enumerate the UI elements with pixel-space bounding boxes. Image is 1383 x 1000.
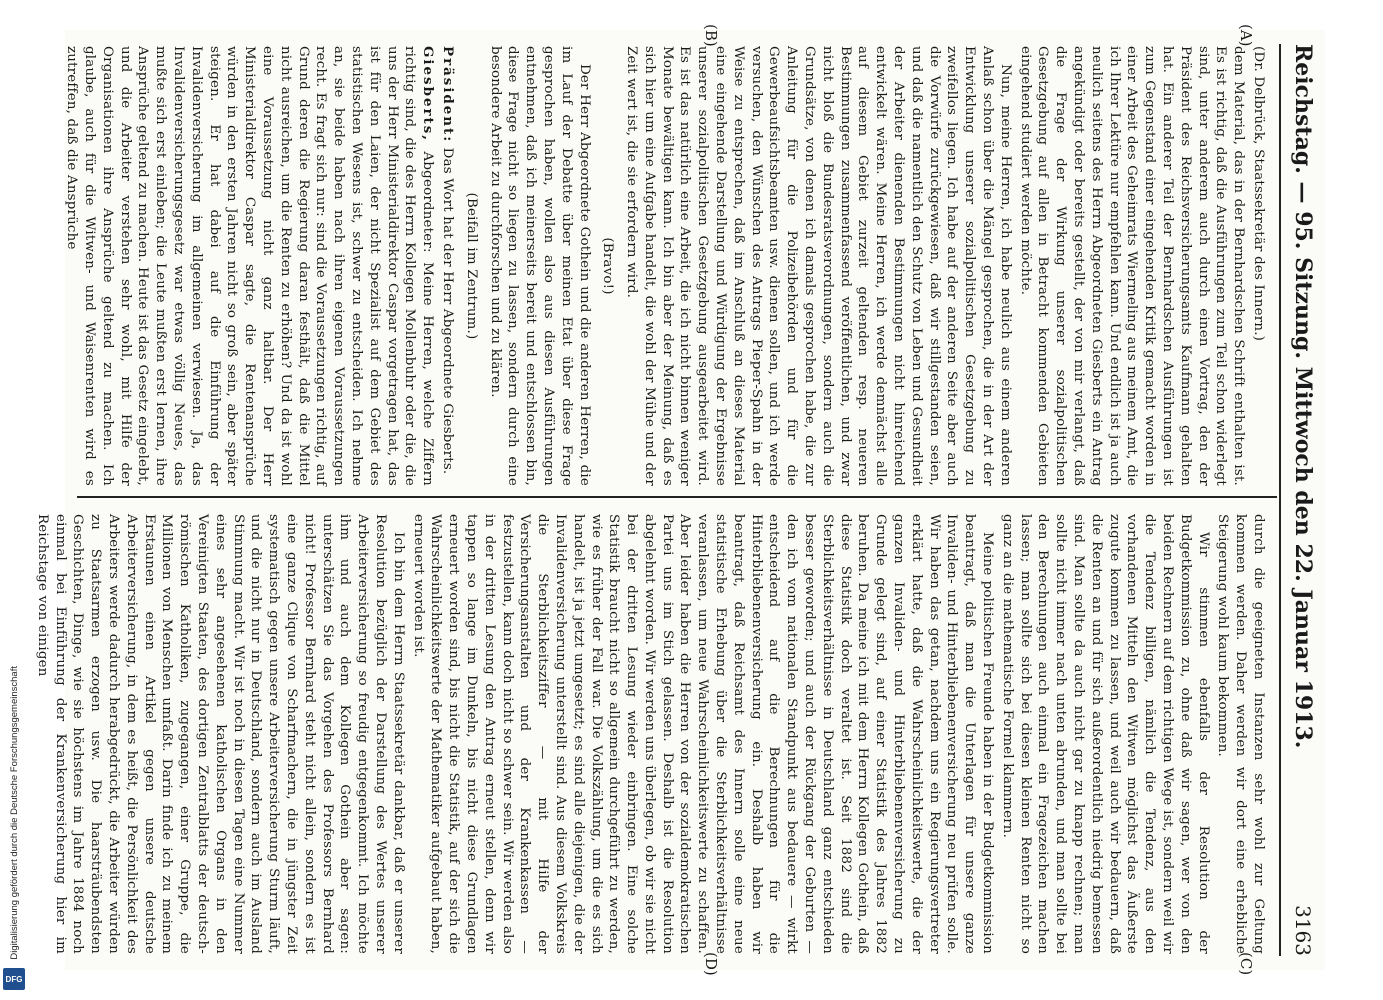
paragraph-text: (Dr. Delbrück, Staatssekretär des Innern.) [1251,46,1266,342]
paragraph-text: Nun, meine Herren, ich habe neulich aus einem anderen Anlaß schon über die Mängel gesprochen, die in der Art der Entwicklung unserer sozialpolitischen Gesetzgebung zu zweifellos liegen. Ich habe auf der anderen Seite aber auch die Vorwürfe zurückgewiesen, daß wir stillgestanden seien, und daß die namentlich den Schutz von Leben und Gesundheit der Arbeiter dienenden Bestimmungen nicht hinreichend entwickelt wären. Meine Herren, ich werde demnächst alle auf diesem Gebiet zurzeit geltenden resp. neueren Bestimmungen zusammenfassend veröffentlichen, und zwar nicht bloß die Bundesratsverordnungen, sondern auch die Grundsätze, von denen ich damals gesprochen habe, die zur Anleitung für die Polizeibehörden und für die Gewerbeaufsichtsbeamten usw. dienen sollen, und ich werde versuchen, den Wünschen des Antrags Pieper-Spahn in der Weise zu entsprechen, daß im Anschluß an dieses Material eine eingehende Darstellung und Würdigung der Ergebnisse unserer sozialpolitischen Gesetzgebung ausgearbeitet wird. Es ist das natürlich eine Arbeit, die ich nicht binnen weniger Monate bewältigen kann. Ich bin aber der Meinung, daß es sich hier um eine Aufgabe handelt, die wohl der Mühe und der Zeit wert ist, die sie erfordern wird. [624,46,1013,486]
paragraph [409,514,996,954]
speaker-name: Präsident: [439,46,456,144]
page-number: 3163 [1291,905,1315,956]
margin-marker-b: (B) [702,24,720,47]
newspaper-page [34,24,1325,976]
paragraph-text: Meine politischen Freunde haben in der Budgetkommission beantragt, daß man die Unterlagen für unsere ganze Invaliden- und Hinterbliebenenversicherung neu prüfen solle. Wir haben das getan, nachdem uns ein Regierungsvertreter erklärt hatte, daß die Wahrscheinlichkeitswerte, die der ganzen Invaliden- und Hinterbliebenenversicherung zu Grunde gelegt sind, auf einer Statistik des Jahres 1882 beruhen. Da meine ich mit dem Herrn Kollegen Gothein, daß diese Statistik doch veraltet ist. Seit 1882 sind die Sterblichkeitsverhältnisse in Deutschland ganz entschieden besser geworden; und auch der Rückgang der Geburten — den ich vom nationalen Standpunkt aus bedauere — wirkt entscheidend auf die Berechnungen für die Hinterbliebenenversicherung ein. Deshalb haben wir beantragt, daß Reichsamt des Innern solle eine neue statistische Erhebung über die Sterblichkeitsverhältnisse veranlassen, um neue Wahrscheinlichkeitswerte zu schaffen. Aber leider haben die Herren von der sozialdemokratischen Partei uns im Stich gelassen. Deshalb ist die Resolution abgelehnt worden. Wir werden uns überlegen, ob wir sie nicht bei der dritten Lesung wieder einbringen. Eine solche Statistik braucht nicht so allgemein durchgeführt zu werden, wie es früher der Fall war. Die Volkszählung, um die es sich handelt, ist ja jetzt umgesetzt; es sind alle diejenigen, die der Invalidenversicherung unterstellt sind. Aus diesem Volkskreis die Sterblichkeitsziffer — mit Hilfe der Versicherungsanstalten und der Krankenkassen — festzustellen, kann doch nicht so schwer sein. Wir werden also in der dritten Lesung den Antrag erneut stellen, denn wir tappen so lange im Dunkeln, bis nicht diese Grundlagen erneuert worden sind, bis nicht die Statistik, auf der sich die Wahrscheinlichkeitswerte der Mathematiker aufgebaut haben, erneuert worden ist. [410,514,996,954]
dfg-logo-icon: DFG [3,968,25,990]
page-header [1279,44,1325,956]
paragraph [1249,46,1267,486]
digitization-credit [0,0,28,1000]
paragraph [462,46,480,486]
column-divider [77,496,1277,498]
paragraph-text: durch die geeigneten Instanzen sehr wohl zur Geltung kommen werden. Daher werden wir dort eine erhebliche Steigerung wohl kaum bekommen. [1215,514,1266,954]
paragraph-text: dem Material, das in der Bernhardschen Schrift enthalten ist. Es ist richtig, daß die Ausführungen zum Teil schon widerlegt sind, unter anderem auch durch einen Vortrag, den der Präsident des Reichsversicherungsamts Kaufmann gehalten hat. Ein anderer Teil der Bernhardschen Ausführungen ist zum Gegenstand einer eingehenden Kritik gemacht worden in einer Arbeit des Geheimrats Wiermeling aus meinem Amt, die ich Ihrer Lektüre nur empfehlen kann. Und endlich ist ja auch neulich seitens des Herrn Abgeordneten Giesberts ein Antrag angekündigt oder bereits gestellt, der von mir verlangt, daß die Frage der Wirkung unserer sozialpolitischen Gesetzgebung auf allen in Betracht kommenden Gebieten eingehend studiert werden möchte. [1017,46,1247,486]
paragraph [622,46,1014,486]
paragraph-text: Der Herr Abgeordnete Gothein und die anderen Herren, die im Lauf der Debatte über meinen Etat über diese Frage gesprochen haben, wollen also aus diesen Ausführungen entnehmen, daß ich meinerseits bereit und entschlossen bin, diese Frage nicht so liegen zu lassen, sondern durch eine besondere Arbeit zu durchforschen und zu klären. [487,46,592,486]
paragraph [438,46,456,486]
paragraph [33,514,407,954]
margin-marker-d: (D) [702,952,720,976]
paragraph-text: Ich bin dem Herrn Staatssekretär dankbar, daß er unserer Resolution bezüglich der Darstellung des Wertes unserer Arbeiterversicherung so freudig entgegenkommt. Ich möchte ihm und auch dem Kollegen Gothein aber sagen: unterschätzen Sie das Vorgehen des Professors Bernhard nicht! Professor Bernhard steht nicht allein, sondern es ist eine ganze Clique von Scharfmachern, die in jüngster Zeit systematisch gegen unsere Arbeiterversicherung Sturm läuft, und die nicht nur in Deutschland, sondern auch im Ausland Stimmung macht. Wir ist noch in diesen Tagen eine Nummer eines sehr angesehenen katholischen Organs in den Vereinigten Staaten, des dortigen Zentralblatts der deutsch-römischen Katholiken, zugegangen, einer Gruppe, die Millionen von Menschen umfaßt. Darin finde ich zu meinem Erstaunen einen Artikel gegen unsere deutsche Arbeiterversicherung, in dem es heißt, die Persönlichkeit des Arbeiters werde dadurch herabgedrückt, die Arbeiter würden zu Staatsarmen erzogen usw. Die haarsträubendsten Geschichten, Dinge, wie sie höchstens im Jahre 1884 noch einmal bei Einführung der Krankenversicherung hier im Reichstage von einigen [34,514,406,954]
paragraph [62,46,436,486]
paragraph-text: (Beifall im Zentrum.) [463,192,479,340]
paragraph [1214,514,1267,954]
margin-marker-a: (A) [1237,24,1255,47]
paragraph [486,46,593,486]
paragraph-text: Wir stimmen ebenfalls der Resolution der Budgetkommission zu, ohne daß wir sagen, wer von den beiden Rechnern auf dem richtigen Wege ist, sondern weil wir die Tendenz billigen, nämlich die Tendenz, aus den vorhandenen Mitteln den Witwen möglichst das Äußerste zugute kommen zu lassen, und weil auch wir bedauern, daß die Renten an und für sich außerordentlich niedrig bemessen sind. Man sollte da auch nicht gar zu knapp rechnen; man sollte nicht immer nach unten abrunden, und man sollte bei den Berechnungen auch einmal ein Fragezeichen machen lassen; man sollte sich bei diesen kleinen Renten nicht so ganz an die mathematische Formel klammern. [999,514,1211,954]
speaker-name: Giesberts, [420,46,437,142]
right-text-column [34,514,1267,954]
paragraph-text: Abgeordneter: Meine Herren, welche Ziffern richtig sind, die des Herrn Kollegen Mollenbuhr oder die, die uns der Herr Ministerialdirektor Caspar vorgetragen hat, das ist für den Laien, der nicht Spezialist auf dem Gebiet des statistischen Wesens ist, schwer zu entscheiden. Ich nehme an, sie beide haben nach ihren eigenen Voraussetzungen recht. Es fragt sich nur: sind die Voraussetzungen richtig, auf Grund deren die Regierung daran festhält, daß die Mittel nicht ausreichen, um die Renten zu erhöhen? Und da ist wohl eine Voraussetzung nicht ganz haltbar. Der Herr Ministerialdirektor Caspar sagte, die Rentenansprüche würden in den ersten Jahren nicht so groß sein, aber später steigen. Er hat dabei auf die Einführung der Invalidenversicherung im allgemeinen verwiesen. Ja, das Invalidenversicherungsgesetz war etwas völlig Neues, das mußte sich erst einleben; die Leute mußten erst lernen, ihre Ansprüche geltend zu machen. Heute ist das Gesetz eingelebt, und die Arbeiter verstehen sehr wohl, mit Hilfe der Organisationen ihre Ansprüche geltend zu machen. Ich glaube, auch für die Witwen- und Waisenrenten wird es zutreffen, daß die Ansprüche [64,46,436,486]
paragraph [998,514,1212,954]
paragraph [1016,46,1247,486]
left-text-column [64,46,1267,486]
paragraph-text: Das Wort hat der Herr Abgeordnete Giesberts. [439,143,455,475]
paragraph [599,46,617,486]
credit-text: Digitalisierung gefördert durch die Deutsche Forschungsgemeinschaft [8,666,20,960]
paragraph-text: (Bravo!) [600,237,616,295]
page-title: Reichstag. — 95. Sitzung. Mittwoch den 22. Januar 1913. [1290,44,1316,749]
margin-marker-c: (C) [1237,952,1255,976]
